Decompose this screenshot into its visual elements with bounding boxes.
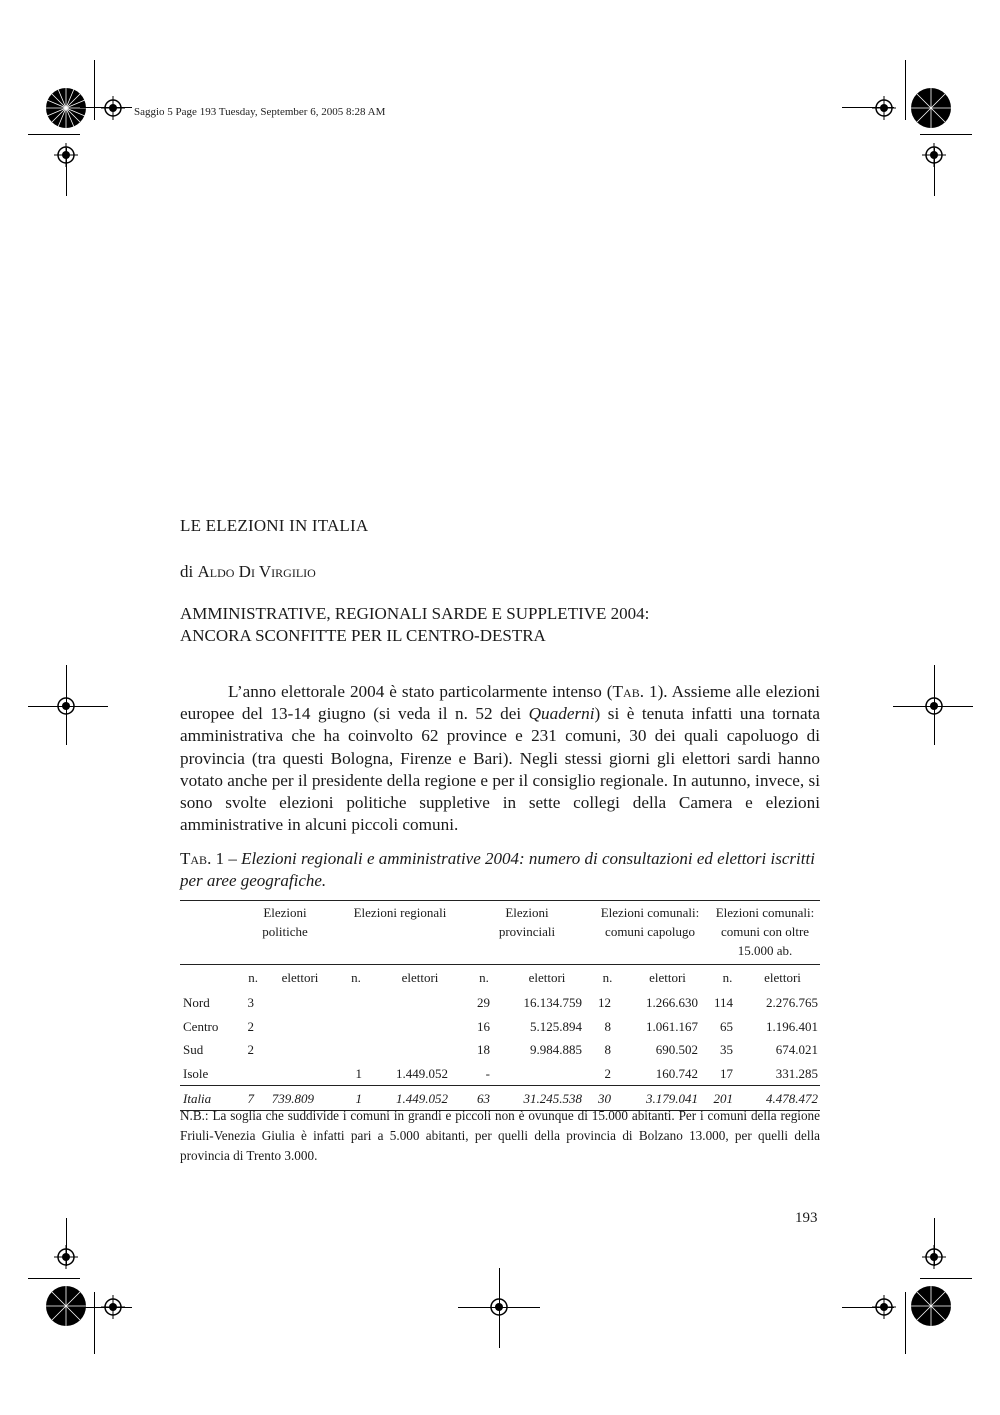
- crosshair-icon: [872, 1295, 896, 1319]
- table-cell: [234, 1062, 264, 1086]
- table-cell: 1.196.401: [766, 1018, 818, 1034]
- table-cell: 9.984.885: [530, 1042, 582, 1058]
- table-cell: [336, 1015, 376, 1039]
- table-cell: [336, 991, 376, 1015]
- table-cell: 16: [477, 1018, 490, 1034]
- table-cell: 1: [355, 1066, 362, 1082]
- col-elettori: elettori: [264, 965, 336, 992]
- crosshair-icon: [922, 143, 946, 167]
- caption-text: Elezioni regionali e amministrative 2004: numero di consultazioni ed elettori iscritti per aree geografiche.: [180, 849, 815, 890]
- table-reference: Tab: [612, 682, 640, 701]
- table-cell: 160.742: [655, 1066, 698, 1082]
- caption-number: . 1 –: [207, 849, 242, 868]
- table-cell: [264, 1015, 336, 1039]
- col-n: n.: [710, 965, 745, 992]
- table-caption: [180, 848, 820, 892]
- table-cell: 201: [710, 1086, 745, 1111]
- body-paragraph: [180, 681, 820, 836]
- journal-title: Quaderni: [528, 704, 595, 724]
- row-area: Italia: [180, 1086, 234, 1111]
- table-cell: 31.245.538: [504, 1086, 590, 1111]
- registration-target-icon: [45, 1285, 87, 1327]
- table-row: [180, 991, 820, 1015]
- print-slug: Saggio 5 Page 193 Tuesday, September 6, 2005 8:28 AM: [134, 106, 386, 118]
- col-n: n.: [336, 965, 376, 992]
- col-n: n.: [464, 965, 504, 992]
- table-cell: 63: [464, 1086, 504, 1111]
- table-cell: [264, 991, 336, 1015]
- table-cell: 2: [247, 1018, 254, 1034]
- crosshair-icon: [101, 1295, 125, 1319]
- table-cell: 16.134.759: [523, 995, 582, 1011]
- table-cell: 18: [477, 1042, 490, 1058]
- crosshair-icon: [922, 1245, 946, 1269]
- table-cell: 1.449.052: [396, 1066, 448, 1082]
- table-cell: 690.502: [655, 1042, 698, 1058]
- table-cell: 2: [247, 1042, 254, 1058]
- article-subtitle: [180, 603, 820, 647]
- row-area: Nord: [183, 995, 210, 1011]
- table-cell: 1.266.630: [646, 995, 698, 1011]
- table-cell: 4.478.472: [745, 1086, 820, 1111]
- col-elettori: elettori: [745, 965, 820, 992]
- group-header: Elezioni politiche: [234, 901, 336, 965]
- page-number: 193: [795, 1210, 818, 1226]
- row-area: Sud: [183, 1042, 204, 1058]
- registration-target-icon: [910, 87, 952, 129]
- table-note: N.B.: La soglia che suddivide i comuni in grandi e piccoli non è ovunque di 15.000 abitanti. Per i comuni della regione Friuli-Venezia Giulia è infatti pari a 5.000 abitanti, per quelli della provincia di Bolzano 13.000, per quelli della provincia di Trento 3.000.: [180, 1108, 820, 1163]
- table-cell: 8: [604, 1042, 611, 1058]
- group-header: Elezioni comunali: comuni capolugo: [590, 901, 710, 965]
- group-header: Elezioni provinciali: [464, 901, 590, 965]
- byline: [180, 562, 316, 582]
- table-cell: [336, 1038, 376, 1062]
- table-cell: [264, 1062, 336, 1086]
- article-title: LE ELEZIONI IN ITALIA: [180, 516, 369, 535]
- table-cell: 2.276.765: [766, 995, 818, 1011]
- col-elettori: elettori: [625, 965, 710, 992]
- header-empty: [180, 901, 234, 965]
- table-cell: 3.179.041: [625, 1086, 710, 1111]
- table-cell: 17: [720, 1066, 733, 1082]
- crosshair-icon: [922, 694, 946, 718]
- table-cell: [376, 1015, 464, 1039]
- table-row: [180, 1038, 820, 1062]
- table-cell: 8: [604, 1018, 611, 1034]
- table-cell: 7: [234, 1086, 264, 1111]
- row-area: Isole: [183, 1066, 209, 1082]
- table-cell: [376, 991, 464, 1015]
- crosshair-icon: [54, 143, 78, 167]
- table-subheader: [180, 965, 820, 992]
- table-cell: 739.809: [264, 1086, 336, 1111]
- table-cell: 35: [720, 1042, 733, 1058]
- table-row: [180, 1062, 820, 1086]
- col-n: n.: [234, 965, 264, 992]
- table-cell: [376, 1038, 464, 1062]
- caption-label: Tab: [180, 849, 208, 868]
- table-group-header: [180, 901, 820, 965]
- header-empty: [180, 965, 234, 992]
- table-cell: 3: [247, 995, 254, 1011]
- table-cell: 2: [604, 1066, 611, 1082]
- col-elettori: elettori: [504, 965, 590, 992]
- registration-target-icon: [45, 87, 87, 129]
- paragraph-text: . 1). Assieme alle elezioni europee del 13-14 giugno (si veda il n. 52 dei: [180, 682, 820, 724]
- crosshair-icon: [101, 96, 125, 120]
- paragraph-text: ) si è tenuta infatti una tornata amministrativa che ha coinvolto 62 province e 231 comuni, 30 dei quali capoluogo di provincia (tra questi Bologna, Firenze e Bari). Negli stessi giorni gli elettori sardi hanno votato anche per il presidente della regione e per il consiglio regionale. In autunno, invece, si sono svolte elezioni politiche suppletive in sette collegi della Camera e elezioni amministrative in alcuni piccoli comuni.: [180, 704, 820, 835]
- group-header: Elezioni comunali: comuni con oltre 15.000 ab.: [710, 901, 820, 965]
- table-cell: 331.285: [775, 1066, 818, 1082]
- author-name: Aldo Di Virgilio: [197, 562, 316, 581]
- subtitle-line: ANCORA SCONFITTE PER IL CENTRO-DESTRA: [180, 626, 546, 645]
- table-row: [180, 1015, 820, 1039]
- paragraph-text: L’anno elettorale 2004 è stato particolarmente intenso (: [228, 682, 613, 701]
- byline-prefix: di: [180, 562, 198, 581]
- col-elettori: elettori: [376, 965, 464, 992]
- crosshair-icon: [872, 96, 896, 120]
- table-cell: [504, 1062, 590, 1086]
- col-n: n.: [590, 965, 625, 992]
- table-cell: [264, 1038, 336, 1062]
- table-cell: 1: [336, 1086, 376, 1111]
- table-cell: 5.125.894: [530, 1018, 582, 1034]
- table-cell: 12: [598, 995, 611, 1011]
- group-header: Elezioni regionali: [336, 901, 464, 965]
- election-table: [180, 900, 820, 1111]
- crosshair-icon: [487, 1295, 511, 1319]
- crosshair-icon: [54, 1245, 78, 1269]
- subtitle-line: AMMINISTRATIVE, REGIONALI SARDE E SUPPLETIVE 2004:: [180, 604, 650, 623]
- table-cell: 1.061.167: [646, 1018, 698, 1034]
- crosshair-icon: [54, 694, 78, 718]
- table-cell: 1.449.052: [376, 1086, 464, 1111]
- table-cell: 30: [590, 1086, 625, 1111]
- table-cell: 674.021: [775, 1042, 818, 1058]
- registration-target-icon: [910, 1285, 952, 1327]
- table-cell: -: [485, 1066, 490, 1082]
- table-cell: 65: [720, 1018, 733, 1034]
- table-cell: 29: [477, 995, 490, 1011]
- table-cell: 114: [713, 995, 733, 1011]
- row-area: Centro: [183, 1018, 219, 1034]
